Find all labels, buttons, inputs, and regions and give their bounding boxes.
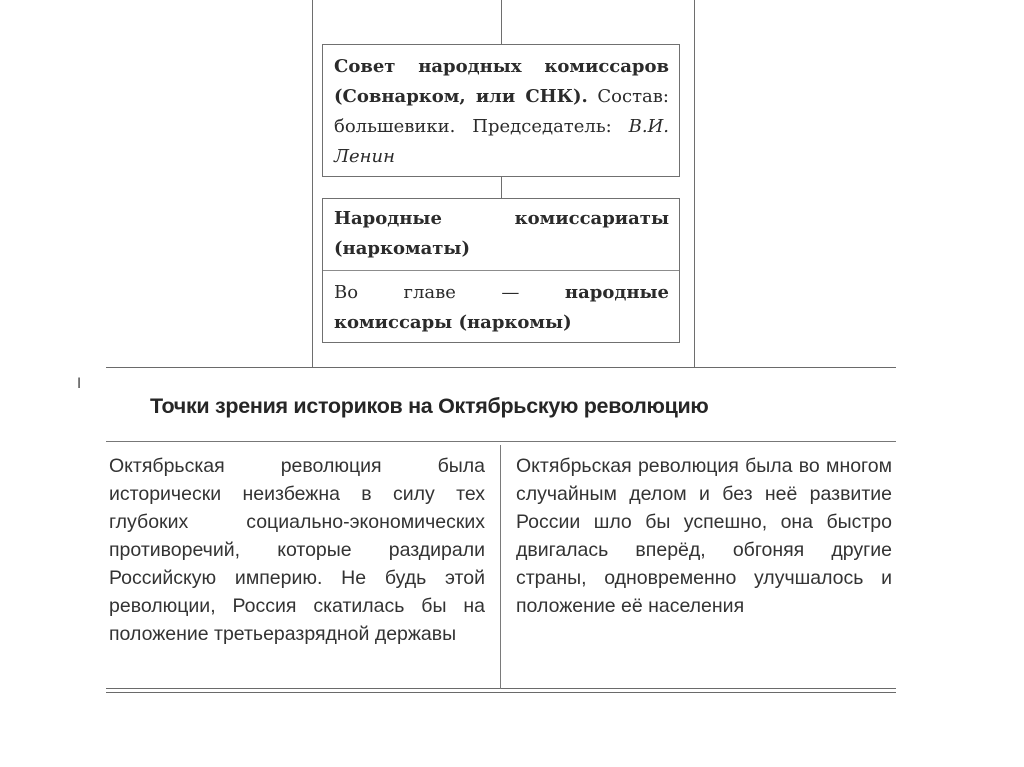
sovnarkom-title: Совет народных комиссаров (Совнарком, или СНК).: [334, 56, 669, 107]
table-bottom-rule-1: [106, 688, 896, 689]
narkomaty-body: [323, 271, 679, 342]
table-column-divider: [500, 445, 501, 689]
text-cursor-icon: Ⅰ: [77, 376, 82, 392]
narkomaty-leaders-prefix: Во главе —: [334, 282, 565, 303]
sovnarkom-composition: Состав: большевики. Председатель:: [334, 86, 669, 137]
narkomaty-title: Народные комиссариаты (наркоматы): [334, 208, 669, 259]
narkomaty-header: [323, 199, 679, 271]
sovnarkom-box: [322, 44, 680, 177]
table-cell-left: Октябрьская революция была исторически неизбежна в силу тех глубоких социально-экономических противоречий, которые раздирали Российскую империю. Не будь этой революции, Россия скатилась бы на положение третьеразрядной державы: [109, 455, 485, 645]
narkomaty-leaders: [334, 278, 669, 338]
sovnarkom-text: [334, 52, 669, 172]
table-title: Точки зрения историков на Октябрьскую революцию: [150, 394, 709, 418]
connector-top: [501, 0, 502, 44]
table-header-rule: [106, 441, 896, 442]
table-cell-right: Октябрьская революция была во многом случайным делом и без неё развитие России шло бы успешно, она быстро двигалась вперёд, обгоняя другие страны, одновременно улучшалось и положение её населения: [516, 455, 892, 617]
narkomaty-leaders-bold: народные комиссары (наркомы): [334, 282, 669, 333]
narkomaty-box: [322, 198, 680, 343]
diagram-right-frame-line: [694, 0, 695, 368]
section-top-rule: [106, 367, 896, 368]
sovnarkom-chairman: В.И. Ленин: [334, 116, 669, 167]
connector-middle: [501, 176, 502, 198]
diagram-left-frame-line: [312, 0, 313, 368]
table-bottom-rule-2: [106, 692, 896, 693]
